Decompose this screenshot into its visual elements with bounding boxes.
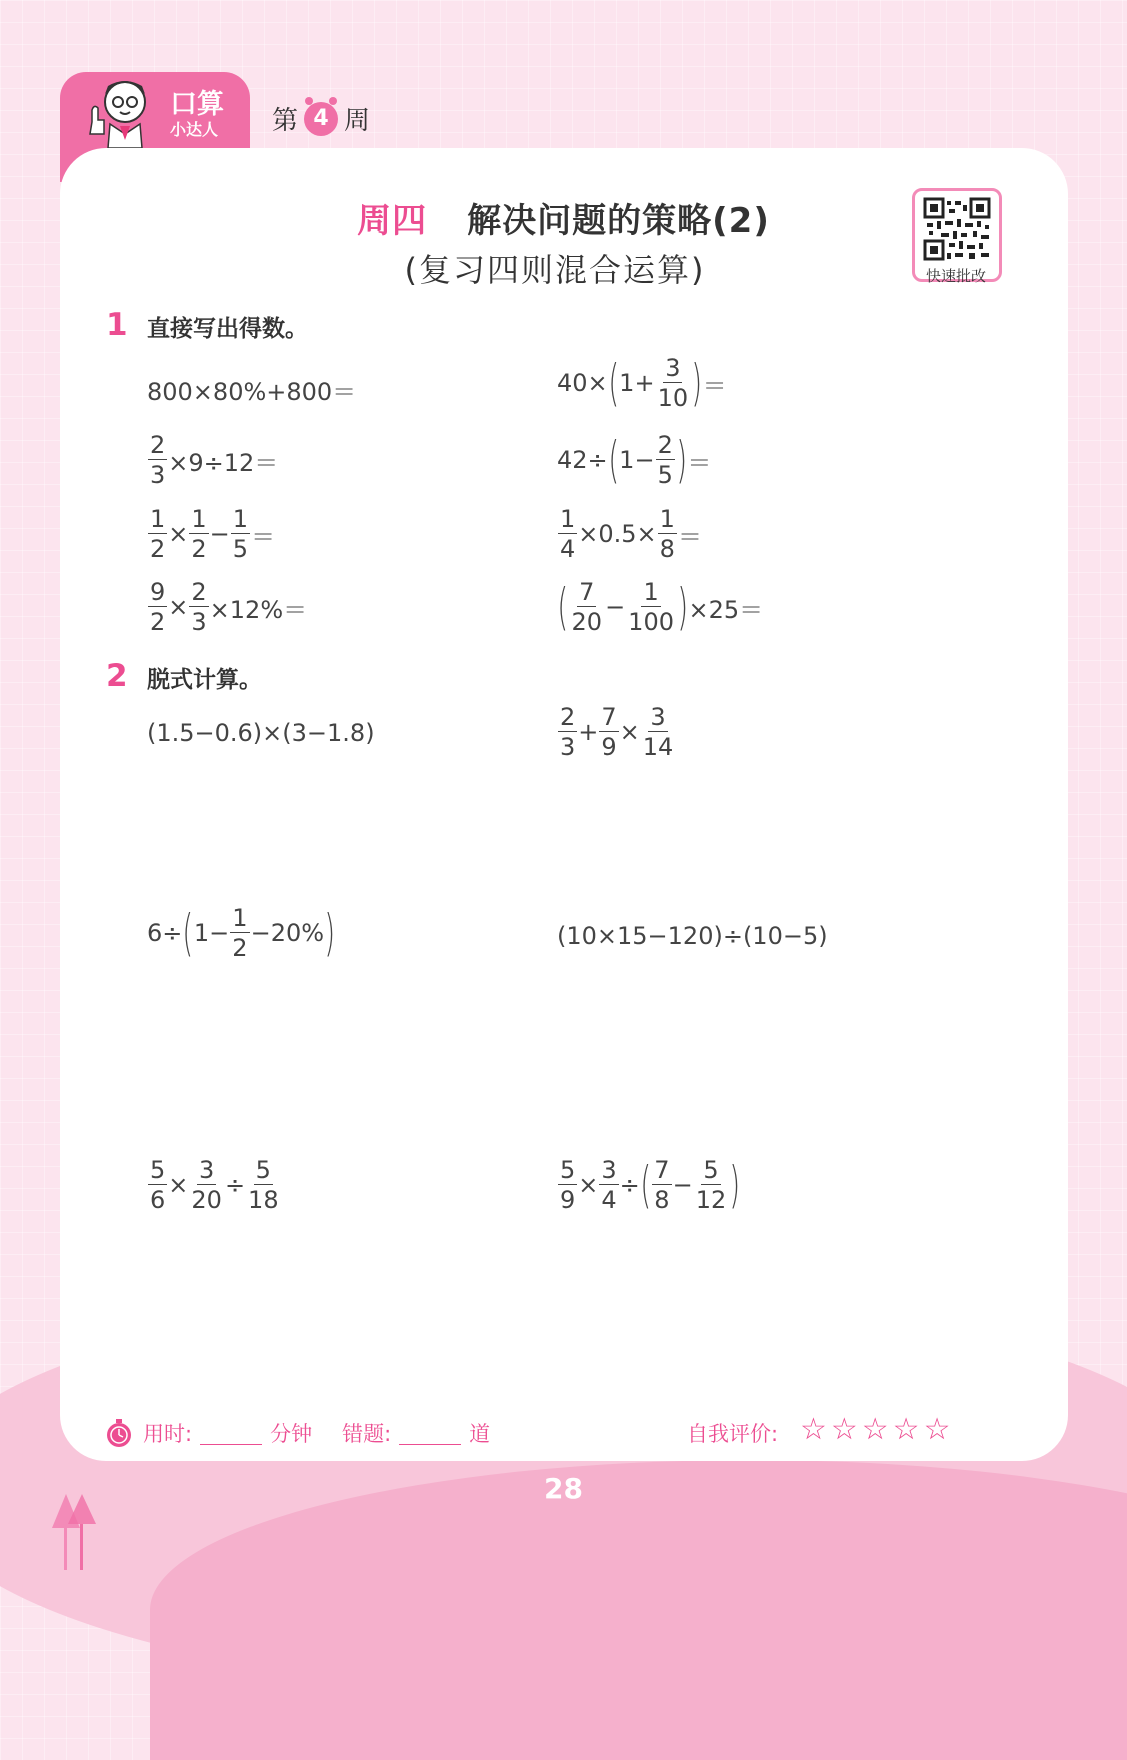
- fraction: $\frac{2}{5}$: [657, 431, 673, 489]
- fraction: $\frac{1}{2}$: [191, 505, 207, 563]
- s1-expr-5: [147, 507, 275, 561]
- section-1-heading: 直接写出得数。: [147, 316, 308, 342]
- s2-problem-4: (10×15−120)÷(10−5): [557, 922, 828, 950]
- expr-text: 1−: [193, 919, 230, 947]
- operator: −: [672, 1171, 693, 1199]
- fraction: $\frac{7}{9}$: [601, 703, 617, 761]
- week-prefix: 第: [272, 106, 299, 136]
- right-paren: ): [729, 1156, 741, 1214]
- fraction: $\frac{3}{20}$: [191, 1156, 222, 1214]
- fraction: $\frac{7}{8}$: [654, 1156, 670, 1214]
- operator: ÷: [619, 1171, 640, 1199]
- section-2-number: 2: [106, 658, 128, 694]
- stopwatch-icon: [105, 1418, 133, 1448]
- fraction: $\frac{1}{2}$: [232, 904, 248, 962]
- fraction: $\frac{2}{3}$: [560, 703, 576, 761]
- s1-expr-6: [557, 507, 702, 561]
- fraction: $\frac{5}{18}$: [248, 1156, 279, 1214]
- operator: ＝: [251, 522, 276, 551]
- time-label: 用时:: [143, 1422, 193, 1446]
- fraction: $\frac{3}{10}$: [657, 354, 689, 412]
- expr-text: 40×: [557, 369, 608, 397]
- fraction: $\frac{7}{20}$: [571, 578, 603, 636]
- tab-subtitle: 小达人: [170, 120, 219, 139]
- errors-label: 错题:: [342, 1422, 392, 1446]
- right-paren: ): [324, 904, 336, 962]
- operator: −: [209, 520, 230, 548]
- week-suffix: 周: [344, 106, 371, 136]
- s1-expr-3: [147, 433, 278, 487]
- fraction: $\frac{1}{5}$: [232, 505, 249, 563]
- title-day: 周四: [357, 201, 428, 241]
- s2-problem-6: [557, 1158, 741, 1212]
- expr-text: ×9÷12＝: [168, 448, 279, 477]
- tree-decoration-icon: [52, 1494, 98, 1570]
- section-2-heading: 脱式计算。: [147, 667, 262, 693]
- operator: ×: [578, 1171, 599, 1199]
- expr-text: 6÷: [147, 919, 183, 947]
- s1-expr-7: [147, 580, 307, 634]
- expr-text: 1−: [619, 446, 655, 474]
- fraction: $\frac{5}{12}$: [695, 1156, 727, 1214]
- right-paren: ): [676, 431, 687, 489]
- expr-text: ×0.5×: [578, 520, 657, 548]
- operator: ×: [619, 718, 640, 746]
- fraction: $\frac{1}{100}$: [628, 578, 674, 636]
- left-paren: (: [557, 578, 569, 636]
- fraction: $\frac{3}{4}$: [601, 1156, 617, 1214]
- errors-unit: 道: [469, 1422, 491, 1446]
- page-number: 28: [544, 1472, 583, 1505]
- expr-text: −20%: [250, 919, 325, 947]
- s2-problem-3: [147, 906, 336, 960]
- expr-text: ×12%＝: [209, 595, 308, 624]
- fraction: $\frac{2}{3}$: [191, 578, 207, 636]
- time-unit: 分钟: [270, 1422, 313, 1446]
- left-paren: (: [608, 431, 619, 489]
- week-number-alarm-icon: 4: [304, 102, 338, 136]
- left-paren: (: [182, 904, 194, 962]
- right-paren: ): [691, 354, 703, 412]
- operator: ×: [168, 520, 189, 548]
- fraction: $\frac{5}{9}$: [560, 1156, 576, 1214]
- worksheet-card: [60, 148, 1068, 1461]
- s1-expr-8: [557, 580, 763, 634]
- fraction: $\frac{1}{2}$: [150, 505, 166, 563]
- qr-label: 快速批改: [925, 267, 986, 285]
- s2-problem-2: [557, 705, 676, 759]
- expr-text: 42÷: [557, 446, 608, 474]
- footer-time-errors: [105, 1418, 490, 1448]
- operator: ×: [168, 593, 189, 621]
- expr-text: 1+: [619, 369, 655, 397]
- title-text: 解决问题的策略(2): [467, 201, 770, 241]
- left-paren: (: [608, 354, 619, 412]
- s1-expr-4: [557, 433, 711, 487]
- kid-thumbs-up-icon: [80, 72, 160, 148]
- errors-blank[interactable]: [399, 1422, 461, 1445]
- fraction: $\frac{2}{3}$: [150, 431, 166, 489]
- s2-problem-1: (1.5−0.6)×(3−1.8): [147, 719, 375, 747]
- operator: ÷: [224, 1171, 246, 1199]
- fraction: $\frac{1}{4}$: [560, 505, 576, 563]
- self-rating-label: 自我评价:: [687, 1422, 779, 1446]
- fraction: $\frac{5}{6}$: [150, 1156, 166, 1214]
- week-label: [272, 100, 370, 137]
- s1-expr-1: 800×80%+800＝: [147, 378, 357, 406]
- expr-text: ＝: [687, 448, 712, 477]
- operator: −: [605, 593, 626, 621]
- operator: +: [578, 718, 599, 746]
- fraction: $\frac{1}{8}$: [659, 505, 675, 563]
- tab-title: 口算: [170, 89, 224, 120]
- operator: ＝: [677, 522, 702, 551]
- operator: ×: [168, 1171, 189, 1199]
- time-blank[interactable]: [200, 1422, 262, 1445]
- section-1-number: 1: [106, 307, 128, 343]
- fraction: $\frac{9}{2}$: [150, 578, 166, 636]
- fraction: $\frac{3}{14}$: [642, 703, 674, 761]
- s1-expr-2: [557, 356, 727, 410]
- left-paren: (: [640, 1156, 651, 1214]
- rating-stars[interactable]: ☆☆☆☆☆: [800, 1412, 955, 1447]
- right-paren: ): [677, 578, 689, 636]
- page-subtitle: (复习四则混合运算): [404, 251, 706, 289]
- s2-problem-5: [147, 1158, 282, 1212]
- expr-text: ×25＝: [688, 595, 764, 624]
- expr-text: ＝: [702, 371, 727, 400]
